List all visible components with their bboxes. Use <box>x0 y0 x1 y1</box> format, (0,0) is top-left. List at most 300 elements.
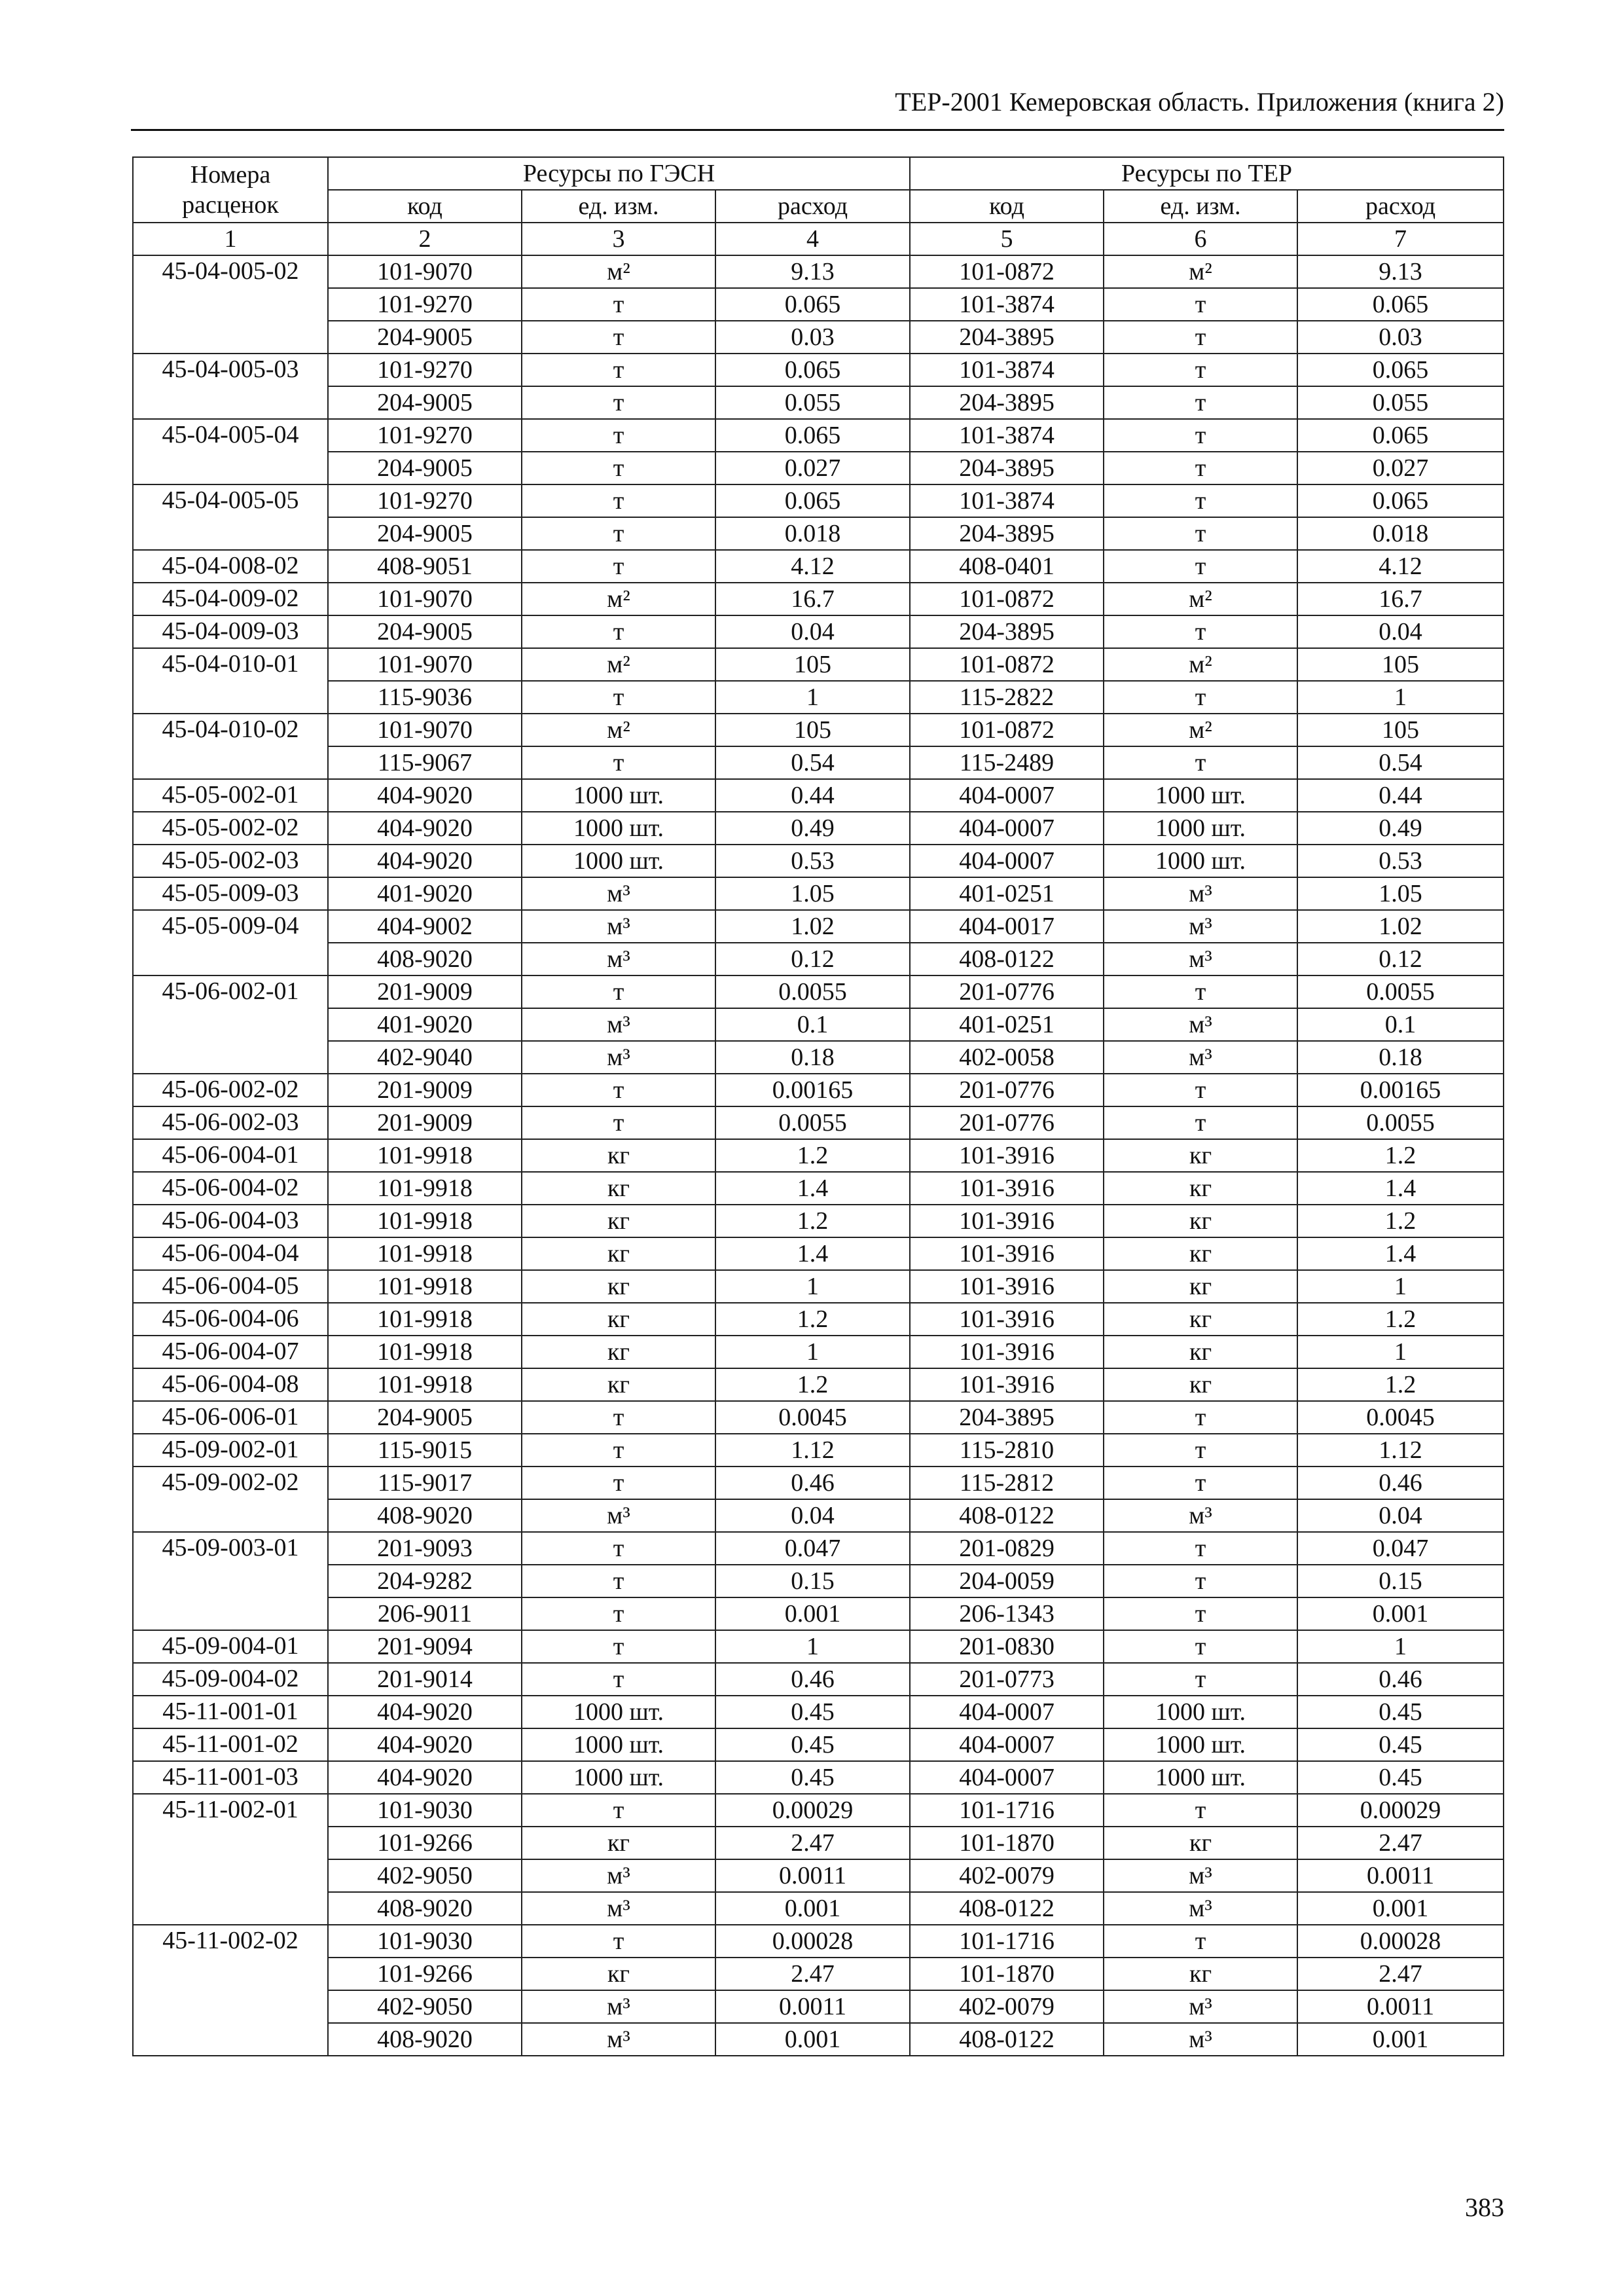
gesn-code-cell: 101-9918 <box>328 1303 522 1336</box>
ter-code-cell: 204-3895 <box>910 386 1104 419</box>
gesn-consumption-cell: 1.4 <box>715 1172 910 1205</box>
table-row <box>133 1237 1504 1270</box>
gesn-consumption-cell: 105 <box>715 648 910 681</box>
ter-consumption-cell: 1.12 <box>1297 1434 1504 1467</box>
gesn-code-cell: 204-9005 <box>328 386 522 419</box>
gesn-code-cell: 402-9050 <box>328 1859 522 1892</box>
rate-number-cell: 45-06-006-01 <box>133 1401 328 1434</box>
ter-code-cell: 115-2812 <box>910 1467 1104 1499</box>
ter-code-cell: 204-3895 <box>910 615 1104 648</box>
gesn-code-cell: 101-9918 <box>328 1336 522 1368</box>
gesn-consumption-cell: 0.49 <box>715 812 910 845</box>
gesn-code-cell: 101-9918 <box>328 1172 522 1205</box>
rate-number-cell: 45-06-004-04 <box>133 1237 328 1270</box>
gesn-code-cell: 206-9011 <box>328 1597 522 1630</box>
gesn-code-cell: 101-9070 <box>328 583 522 615</box>
gesn-consumption-cell: 0.15 <box>715 1565 910 1597</box>
gesn-consumption-cell: 0.001 <box>715 1892 910 1925</box>
gesn-unit-cell: 1000 шт. <box>522 1728 715 1761</box>
ter-unit-cell: м² <box>1104 648 1297 681</box>
gesn-consumption-cell: 0.53 <box>715 845 910 877</box>
gesn-code-cell: 101-9070 <box>328 714 522 746</box>
ter-consumption-cell: 105 <box>1297 648 1504 681</box>
gesn-code-cell: 404-9020 <box>328 1696 522 1728</box>
ter-code-cell: 402-0079 <box>910 1859 1104 1892</box>
rate-number-cell: 45-06-004-07 <box>133 1336 328 1368</box>
ter-unit-cell: т <box>1104 1401 1297 1434</box>
gesn-code-cell: 101-9918 <box>328 1270 522 1303</box>
ter-unit-cell: м³ <box>1104 1499 1297 1532</box>
gesn-consumption-cell: 0.45 <box>715 1696 910 1728</box>
rate-number-cell: 45-05-009-03 <box>133 877 328 910</box>
ter-unit-cell: т <box>1104 550 1297 583</box>
gesn-unit-cell: м³ <box>522 1008 715 1041</box>
table-row <box>133 975 1504 1008</box>
gesn-unit-cell: т <box>522 681 715 714</box>
ter-consumption-cell: 0.54 <box>1297 746 1504 779</box>
gesn-unit-cell: м³ <box>522 1859 715 1892</box>
rate-number-cell: 45-04-005-04 <box>133 419 328 484</box>
ter-consumption-cell: 1 <box>1297 681 1504 714</box>
table-row <box>133 419 1504 452</box>
gesn-code-cell: 408-9020 <box>328 1892 522 1925</box>
gesn-consumption-cell: 0.00028 <box>715 1925 910 1958</box>
rate-number-cell: 45-06-004-08 <box>133 1368 328 1401</box>
gesn-consumption-cell: 0.45 <box>715 1761 910 1794</box>
gesn-code-cell: 201-9093 <box>328 1532 522 1565</box>
gesn-consumption-cell: 1.2 <box>715 1303 910 1336</box>
ter-unit-cell: м² <box>1104 255 1297 288</box>
ter-code-cell: 206-1343 <box>910 1597 1104 1630</box>
rate-number-cell: 45-04-005-05 <box>133 484 328 550</box>
ter-consumption-cell: 0.46 <box>1297 1467 1504 1499</box>
ter-code-cell: 404-0007 <box>910 779 1104 812</box>
gesn-unit-cell: т <box>522 1434 715 1467</box>
gesn-consumption-cell: 0.001 <box>715 2023 910 2056</box>
ter-consumption-cell: 0.0011 <box>1297 1990 1504 2023</box>
ter-unit-cell: т <box>1104 484 1297 517</box>
gesn-code-cell: 404-9020 <box>328 812 522 845</box>
gesn-unit-cell: т <box>522 517 715 550</box>
gesn-consumption-cell: 0.027 <box>715 452 910 484</box>
table-row <box>133 1892 1504 1925</box>
ter-consumption-cell: 0.53 <box>1297 845 1504 877</box>
ter-consumption-cell: 1 <box>1297 1270 1504 1303</box>
ter-unit-cell: 1000 шт. <box>1104 845 1297 877</box>
ter-unit-cell: м³ <box>1104 1859 1297 1892</box>
ter-unit-cell: м³ <box>1104 1990 1297 2023</box>
table-row <box>133 1467 1504 1499</box>
ter-code-cell: 101-3874 <box>910 354 1104 386</box>
ter-consumption-cell: 1 <box>1297 1630 1504 1663</box>
gesn-unit-cell: т <box>522 1663 715 1696</box>
gesn-code-cell: 401-9020 <box>328 877 522 910</box>
ter-code-cell: 101-3916 <box>910 1237 1104 1270</box>
gesn-unit-cell: м³ <box>522 1041 715 1074</box>
ter-code-cell: 204-3895 <box>910 321 1104 354</box>
table-row <box>133 1434 1504 1467</box>
ter-consumption-cell: 1 <box>1297 1336 1504 1368</box>
ter-unit-cell: м³ <box>1104 1008 1297 1041</box>
gesn-unit-cell: т <box>522 1565 715 1597</box>
gesn-unit-cell: т <box>522 321 715 354</box>
rate-number-cell: 45-05-002-02 <box>133 812 328 845</box>
gesn-code-cell: 402-9050 <box>328 1990 522 2023</box>
gesn-code-cell: 115-9017 <box>328 1467 522 1499</box>
table-row <box>133 1008 1504 1041</box>
gesn-consumption-cell: 0.54 <box>715 746 910 779</box>
gesn-consumption-cell: 0.065 <box>715 354 910 386</box>
ter-code-cell: 101-3874 <box>910 288 1104 321</box>
ter-unit-cell: 1000 шт. <box>1104 1728 1297 1761</box>
ter-consumption-cell: 0.15 <box>1297 1565 1504 1597</box>
rate-number-cell: 45-06-002-02 <box>133 1074 328 1106</box>
table-row <box>133 877 1504 910</box>
rate-number-cell: 45-06-004-03 <box>133 1205 328 1237</box>
rate-number-cell: 45-11-001-02 <box>133 1728 328 1761</box>
ter-unit-cell: т <box>1104 1597 1297 1630</box>
ter-unit-cell: т <box>1104 321 1297 354</box>
gesn-unit-cell: 1000 шт. <box>522 1761 715 1794</box>
gesn-consumption-cell: 0.065 <box>715 484 910 517</box>
gesn-unit-cell: кг <box>522 1270 715 1303</box>
ter-unit-cell: т <box>1104 517 1297 550</box>
gesn-unit-cell: т <box>522 1925 715 1958</box>
gesn-code-cell: 101-9918 <box>328 1368 522 1401</box>
gesn-code-cell: 408-9020 <box>328 943 522 975</box>
table-row <box>133 1074 1504 1106</box>
ter-code-cell: 101-3916 <box>910 1368 1104 1401</box>
table-row <box>133 1270 1504 1303</box>
gesn-unit-cell: м³ <box>522 2023 715 2056</box>
table-body <box>133 255 1504 2056</box>
ter-code-cell: 101-3916 <box>910 1172 1104 1205</box>
gesn-code-cell: 115-9036 <box>328 681 522 714</box>
ter-unit-cell: т <box>1104 1794 1297 1827</box>
column-number: 1 <box>133 223 328 255</box>
gesn-code-cell: 101-9266 <box>328 1827 522 1859</box>
ter-unit-cell: кг <box>1104 1205 1297 1237</box>
gesn-consumption-cell: 2.47 <box>715 1827 910 1859</box>
gesn-unit-cell: кг <box>522 1958 715 1990</box>
ter-code-cell: 404-0007 <box>910 812 1104 845</box>
ter-consumption-cell: 0.065 <box>1297 484 1504 517</box>
ter-code-cell: 201-0830 <box>910 1630 1104 1663</box>
ter-consumption-cell: 0.001 <box>1297 2023 1504 2056</box>
header-rate-numbers <box>133 157 328 223</box>
table-row <box>133 1958 1504 1990</box>
table-row <box>133 255 1504 288</box>
gesn-code-cell: 204-9005 <box>328 517 522 550</box>
ter-consumption-cell: 0.04 <box>1297 1499 1504 1532</box>
ter-code-cell: 201-0776 <box>910 975 1104 1008</box>
rate-number-cell: 45-04-009-03 <box>133 615 328 648</box>
gesn-consumption-cell: 0.00165 <box>715 1074 910 1106</box>
ter-consumption-cell: 1.02 <box>1297 910 1504 943</box>
gesn-unit-cell: т <box>522 452 715 484</box>
rate-number-cell: 45-05-009-04 <box>133 910 328 975</box>
gesn-unit-cell: кг <box>522 1172 715 1205</box>
gesn-unit-cell: 1000 шт. <box>522 812 715 845</box>
ter-consumption-cell: 0.065 <box>1297 288 1504 321</box>
gesn-consumption-cell: 0.018 <box>715 517 910 550</box>
ter-unit-cell: кг <box>1104 1237 1297 1270</box>
column-number: 3 <box>522 223 715 255</box>
ter-consumption-cell: 0.0011 <box>1297 1859 1504 1892</box>
ter-consumption-cell: 0.001 <box>1297 1597 1504 1630</box>
table-row <box>133 1663 1504 1696</box>
rate-number-cell: 45-06-004-02 <box>133 1172 328 1205</box>
ter-unit-cell: т <box>1104 386 1297 419</box>
ter-consumption-cell: 0.12 <box>1297 943 1504 975</box>
table-row <box>133 1172 1504 1205</box>
gesn-consumption-cell: 0.12 <box>715 943 910 975</box>
ter-consumption-cell: 0.1 <box>1297 1008 1504 1041</box>
gesn-unit-cell: т <box>522 550 715 583</box>
gesn-consumption-cell: 2.47 <box>715 1958 910 1990</box>
gesn-code-cell: 401-9020 <box>328 1008 522 1041</box>
header-ter-code: код <box>910 190 1104 223</box>
ter-unit-cell: м³ <box>1104 943 1297 975</box>
ter-unit-cell: м² <box>1104 714 1297 746</box>
table-row <box>133 1925 1504 1958</box>
ter-unit-cell: кг <box>1104 1336 1297 1368</box>
gesn-code-cell: 404-9020 <box>328 1761 522 1794</box>
ter-unit-cell: т <box>1104 1074 1297 1106</box>
ter-code-cell: 408-0122 <box>910 1892 1104 1925</box>
gesn-consumption-cell: 1 <box>715 1270 910 1303</box>
ter-code-cell: 204-3895 <box>910 517 1104 550</box>
rate-number-cell: 45-04-010-01 <box>133 648 328 714</box>
ter-unit-cell: т <box>1104 975 1297 1008</box>
gesn-unit-cell: т <box>522 1106 715 1139</box>
table-row <box>133 1565 1504 1597</box>
gesn-code-cell: 404-9020 <box>328 1728 522 1761</box>
gesn-unit-cell: кг <box>522 1205 715 1237</box>
gesn-consumption-cell: 0.047 <box>715 1532 910 1565</box>
ter-code-cell: 408-0122 <box>910 2023 1104 2056</box>
gesn-unit-cell: м³ <box>522 1892 715 1925</box>
gesn-code-cell: 115-9015 <box>328 1434 522 1467</box>
gesn-consumption-cell: 0.00029 <box>715 1794 910 1827</box>
ter-code-cell: 408-0401 <box>910 550 1104 583</box>
header-rule <box>131 129 1504 131</box>
rate-number-cell: 45-04-008-02 <box>133 550 328 583</box>
ter-unit-cell: м³ <box>1104 1041 1297 1074</box>
ter-unit-cell: м³ <box>1104 877 1297 910</box>
gesn-unit-cell: т <box>522 1532 715 1565</box>
gesn-unit-cell: кг <box>522 1827 715 1859</box>
rate-number-cell: 45-11-001-01 <box>133 1696 328 1728</box>
rate-number-cell: 45-11-002-01 <box>133 1794 328 1925</box>
ter-consumption-cell: 0.0055 <box>1297 1106 1504 1139</box>
header-rate-numbers-line2: расценок <box>182 191 279 219</box>
ter-unit-cell: т <box>1104 288 1297 321</box>
gesn-code-cell: 204-9005 <box>328 615 522 648</box>
table-row <box>133 1728 1504 1761</box>
gesn-consumption-cell: 16.7 <box>715 583 910 615</box>
ter-unit-cell: т <box>1104 452 1297 484</box>
rate-number-cell: 45-05-002-03 <box>133 845 328 877</box>
gesn-consumption-cell: 1.2 <box>715 1368 910 1401</box>
table-row <box>133 1859 1504 1892</box>
ter-consumption-cell: 4.12 <box>1297 550 1504 583</box>
gesn-unit-cell: м² <box>522 648 715 681</box>
table-row <box>133 354 1504 386</box>
ter-code-cell: 204-0059 <box>910 1565 1104 1597</box>
gesn-code-cell: 101-9070 <box>328 255 522 288</box>
table-row <box>133 583 1504 615</box>
table-row <box>133 321 1504 354</box>
ter-consumption-cell: 0.055 <box>1297 386 1504 419</box>
ter-consumption-cell: 0.027 <box>1297 452 1504 484</box>
table-row <box>133 1827 1504 1859</box>
table-row <box>133 1106 1504 1139</box>
ter-code-cell: 101-3916 <box>910 1205 1104 1237</box>
ter-consumption-cell: 1.2 <box>1297 1139 1504 1172</box>
gesn-consumption-cell: 0.04 <box>715 615 910 648</box>
gesn-code-cell: 408-9020 <box>328 1499 522 1532</box>
gesn-consumption-cell: 4.12 <box>715 550 910 583</box>
rate-number-cell: 45-09-004-02 <box>133 1663 328 1696</box>
gesn-code-cell: 201-9014 <box>328 1663 522 1696</box>
table-row <box>133 386 1504 419</box>
rate-number-cell: 45-06-004-05 <box>133 1270 328 1303</box>
table-row <box>133 1336 1504 1368</box>
table-row <box>133 1401 1504 1434</box>
gesn-consumption-cell: 0.44 <box>715 779 910 812</box>
table-row <box>133 1532 1504 1565</box>
ter-code-cell: 408-0122 <box>910 943 1104 975</box>
resources-table <box>132 156 1504 2056</box>
gesn-code-cell: 101-9918 <box>328 1205 522 1237</box>
ter-unit-cell: 1000 шт. <box>1104 779 1297 812</box>
rate-number-cell: 45-11-002-02 <box>133 1925 328 2056</box>
gesn-unit-cell: 1000 шт. <box>522 779 715 812</box>
gesn-unit-cell: т <box>522 1074 715 1106</box>
ter-unit-cell: т <box>1104 1532 1297 1565</box>
gesn-consumption-cell: 1.2 <box>715 1205 910 1237</box>
ter-consumption-cell: 0.45 <box>1297 1728 1504 1761</box>
table-row <box>133 1794 1504 1827</box>
gesn-unit-cell: кг <box>522 1336 715 1368</box>
ter-unit-cell: т <box>1104 1565 1297 1597</box>
gesn-code-cell: 404-9020 <box>328 845 522 877</box>
rate-number-cell: 45-09-002-01 <box>133 1434 328 1467</box>
ter-consumption-cell: 0.065 <box>1297 354 1504 386</box>
gesn-code-cell: 101-9918 <box>328 1139 522 1172</box>
table-row <box>133 812 1504 845</box>
ter-unit-cell: кг <box>1104 1139 1297 1172</box>
ter-unit-cell: кг <box>1104 1827 1297 1859</box>
header-gesn-code: код <box>328 190 522 223</box>
gesn-consumption-cell: 1.12 <box>715 1434 910 1467</box>
table-row <box>133 1368 1504 1401</box>
gesn-code-cell: 101-9266 <box>328 1958 522 1990</box>
ter-code-cell: 101-1870 <box>910 1958 1104 1990</box>
table-row <box>133 484 1504 517</box>
ter-code-cell: 101-0872 <box>910 583 1104 615</box>
gesn-consumption-cell: 0.065 <box>715 288 910 321</box>
ter-unit-cell: т <box>1104 1925 1297 1958</box>
rate-number-cell: 45-09-003-01 <box>133 1532 328 1630</box>
ter-code-cell: 201-0776 <box>910 1074 1104 1106</box>
ter-code-cell: 402-0079 <box>910 1990 1104 2023</box>
ter-unit-cell: т <box>1104 354 1297 386</box>
gesn-consumption-cell: 0.45 <box>715 1728 910 1761</box>
gesn-unit-cell: м³ <box>522 877 715 910</box>
gesn-consumption-cell: 0.46 <box>715 1467 910 1499</box>
ter-consumption-cell: 2.47 <box>1297 1827 1504 1859</box>
ter-unit-cell: т <box>1104 615 1297 648</box>
ter-consumption-cell: 0.44 <box>1297 779 1504 812</box>
ter-consumption-cell: 1.4 <box>1297 1172 1504 1205</box>
ter-consumption-cell: 16.7 <box>1297 583 1504 615</box>
gesn-code-cell: 402-9040 <box>328 1041 522 1074</box>
ter-unit-cell: кг <box>1104 1368 1297 1401</box>
gesn-consumption-cell: 1.05 <box>715 877 910 910</box>
gesn-consumption-cell: 0.0055 <box>715 975 910 1008</box>
ter-unit-cell: 1000 шт. <box>1104 1696 1297 1728</box>
gesn-unit-cell: т <box>522 746 715 779</box>
ter-code-cell: 201-0776 <box>910 1106 1104 1139</box>
ter-unit-cell: т <box>1104 1663 1297 1696</box>
rate-number-cell: 45-11-001-03 <box>133 1761 328 1794</box>
gesn-unit-cell: т <box>522 1630 715 1663</box>
ter-unit-cell: т <box>1104 1467 1297 1499</box>
gesn-consumption-cell: 0.1 <box>715 1008 910 1041</box>
ter-consumption-cell: 0.018 <box>1297 517 1504 550</box>
table-row <box>133 1499 1504 1532</box>
gesn-unit-cell: кг <box>522 1139 715 1172</box>
ter-code-cell: 101-0872 <box>910 648 1104 681</box>
gesn-unit-cell: кг <box>522 1237 715 1270</box>
gesn-consumption-cell: 0.055 <box>715 386 910 419</box>
gesn-unit-cell: м² <box>522 255 715 288</box>
ter-code-cell: 204-3895 <box>910 1401 1104 1434</box>
gesn-code-cell: 101-9270 <box>328 354 522 386</box>
table-row <box>133 779 1504 812</box>
column-number: 4 <box>715 223 910 255</box>
gesn-consumption-cell: 1 <box>715 681 910 714</box>
ter-code-cell: 404-0007 <box>910 845 1104 877</box>
gesn-code-cell: 201-9009 <box>328 975 522 1008</box>
ter-consumption-cell: 9.13 <box>1297 255 1504 288</box>
ter-code-cell: 404-0007 <box>910 1728 1104 1761</box>
rate-number-cell: 45-06-002-01 <box>133 975 328 1074</box>
header-ter-resources: Ресурсы по ТЕР <box>910 157 1504 190</box>
table-row <box>133 845 1504 877</box>
ter-unit-cell: кг <box>1104 1270 1297 1303</box>
ter-consumption-cell: 0.00028 <box>1297 1925 1504 1958</box>
ter-unit-cell: 1000 шт. <box>1104 1761 1297 1794</box>
table-row <box>133 452 1504 484</box>
rate-number-cell: 45-05-002-01 <box>133 779 328 812</box>
ter-consumption-cell: 0.04 <box>1297 615 1504 648</box>
ter-code-cell: 101-3916 <box>910 1139 1104 1172</box>
rate-number-cell: 45-09-004-01 <box>133 1630 328 1663</box>
ter-consumption-cell: 1.05 <box>1297 877 1504 910</box>
table-row <box>133 1630 1504 1663</box>
gesn-unit-cell: т <box>522 1794 715 1827</box>
gesn-code-cell: 101-9070 <box>328 648 522 681</box>
gesn-unit-cell: 1000 шт. <box>522 845 715 877</box>
ter-code-cell: 101-1716 <box>910 1794 1104 1827</box>
gesn-unit-cell: кг <box>522 1303 715 1336</box>
gesn-code-cell: 408-9020 <box>328 2023 522 2056</box>
column-number: 7 <box>1297 223 1504 255</box>
ter-unit-cell: т <box>1104 746 1297 779</box>
